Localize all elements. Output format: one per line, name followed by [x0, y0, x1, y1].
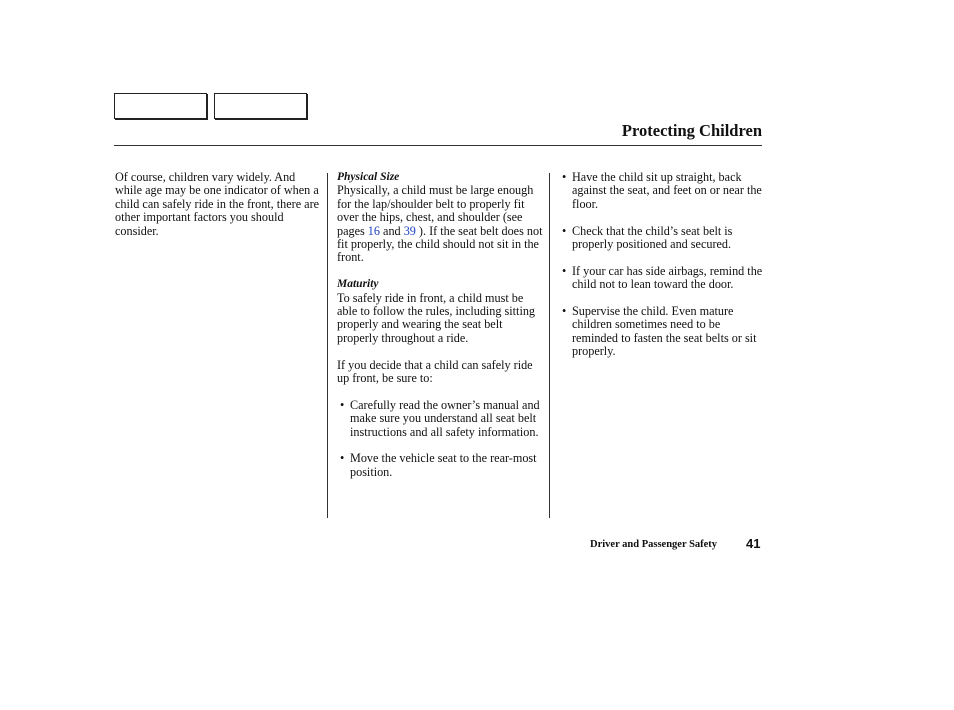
column-2 [337, 171, 543, 493]
physical-size-section [337, 171, 543, 265]
column-1 [115, 171, 320, 251]
decide-paragraph: If you decide that a child can safely ride up front, be sure to: [337, 357, 533, 386]
index-button[interactable] [214, 93, 307, 119]
child-checklist [562, 171, 764, 359]
column-divider-1 [327, 173, 328, 518]
intro-paragraph: Of course, children vary widely. And while age may be one indicator of when a child can safely ride in the front, there are other important factors you should consider. [115, 170, 320, 238]
physical-size-text-b: and [379, 223, 404, 238]
page-number: 41 [746, 536, 761, 551]
column-divider-2 [549, 173, 550, 518]
list-item: • Supervise the child. Even mature children sometimes need to be reminded to fasten the seat belts or sit properly. [562, 304, 757, 359]
bullet-icon: • [562, 170, 567, 184]
column-3 [562, 171, 764, 372]
list-item: • Move the vehicle seat to the rear-most position. [340, 451, 537, 479]
list-item: • Have the child sit up straight, back against the seat, and feet on or near the floor. [562, 170, 762, 211]
list-item: • Carefully read the owner’s manual and make sure you understand all seat belt instructions and all safety information. [340, 397, 540, 439]
bullet-icon: • [340, 397, 345, 412]
page-title: Protecting Children [621, 121, 762, 140]
main-menu-button[interactable] [114, 93, 207, 119]
bullet-icon: • [562, 304, 567, 319]
list-item: • If your car has side airbags, remind the child not to lean toward the door. [562, 263, 763, 292]
list-item: • Check that the child’s seat belt is properly positioned and secured. [562, 223, 733, 252]
physical-size-heading: Physical Size [337, 171, 400, 183]
footer-section-title: Driver and Passenger Safety [590, 539, 718, 550]
front-seat-checklist [340, 399, 543, 479]
physical-size-text-a: Physically, a child must be large enough for the lap/shoulder belt to properly fit over the hips, chest, and shoulder (see pages [337, 183, 534, 238]
bullet-icon: • [562, 263, 567, 278]
bullet-icon: • [340, 451, 345, 466]
page-39-link[interactable]: 39 [403, 223, 416, 238]
maturity-section [337, 278, 543, 345]
bullet-icon: • [562, 223, 567, 238]
physical-size-text-c: ). If the seat belt does not fit properly, the child should not sit in the front. [337, 223, 543, 265]
maturity-heading: Maturity [337, 278, 379, 291]
page-16-link[interactable]: 16 [367, 223, 380, 238]
maturity-text: To safely ride in front, a child must be able to follow the rules, including sitting properly and wearing the seat belt properly throughout a ride. [337, 290, 536, 345]
header-divider [114, 145, 762, 146]
